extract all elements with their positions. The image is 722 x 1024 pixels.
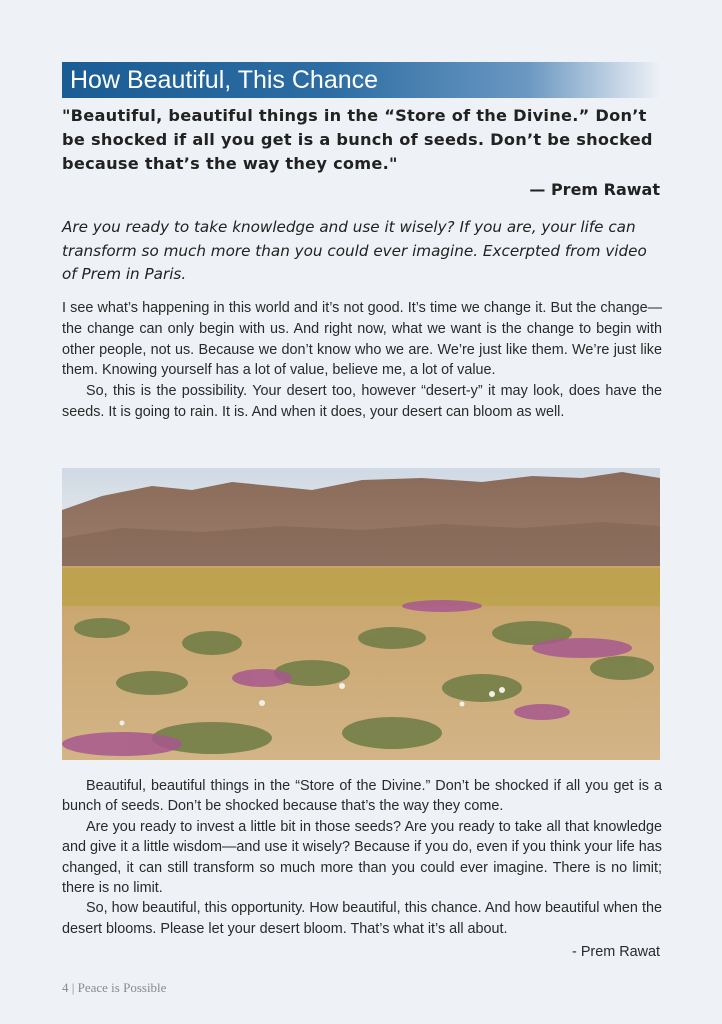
page-number: 4	[62, 980, 69, 995]
paragraph: So, this is the possibility. Your desert too, however “desert-y” it may look, does have the seeds. It is going to rain. It is. And when it does, your desert can bloom as well.	[62, 383, 662, 420]
closing-attribution: - Prem Rawat	[572, 944, 660, 960]
paragraph: So, how beautiful, this opportunity. How beautiful, this chance. And how beautiful when the desert blooms. Please let your desert bloom. That’s what it’s all about.	[62, 900, 662, 937]
body-text-top	[62, 298, 662, 423]
page-footer	[62, 980, 166, 996]
page-title: How Beautiful, This Chance	[70, 66, 379, 94]
intro-text: Are you ready to take knowledge and use it wisely? If you are, your life can transform so much more than you could ever imagine. Excerpted from video of Prem in Paris.	[62, 218, 647, 283]
paragraph: Beautiful, beautiful things in the “Store of the Divine.” Don’t be shocked if all you get is a bunch of seeds. Don’t be shocked because that’s the way they come.	[62, 778, 662, 815]
yellow-bloom-band	[62, 568, 660, 606]
body-text-bottom	[62, 776, 662, 939]
footer-separator: |	[71, 980, 75, 995]
paragraph: Are you ready to invest a little bit in those seeds? Are you ready to take all that knowledge and give it a little wisdom—and use it wisely? Because if you do, even if you think your life has changed, it can still transform so much more than you could ever imagine. There is no limit; there is no limit.	[62, 818, 662, 897]
paragraph: I see what’s happening in this world and it’s not good. It’s time we change it. But the change—the change can only begin with us. And right now, what we want is the change to begin with other people, not us. Because we don’t know who we are. We’re just like them. We’re just like them. Knowing yourself has a lot of value, believe me, a lot of value.	[62, 300, 662, 379]
desert-bloom-photo	[62, 468, 660, 760]
pull-quote: "Beautiful, beautiful things in the “Store of the Divine.” Don’t be shocked if all you get is a bunch of seeds. Don’t be shocked because that’s the way they come."	[62, 106, 653, 173]
publication-name: Peace is Possible	[77, 980, 167, 995]
title-bar	[62, 62, 660, 98]
quote-attribution: — Prem Rawat	[529, 180, 660, 199]
